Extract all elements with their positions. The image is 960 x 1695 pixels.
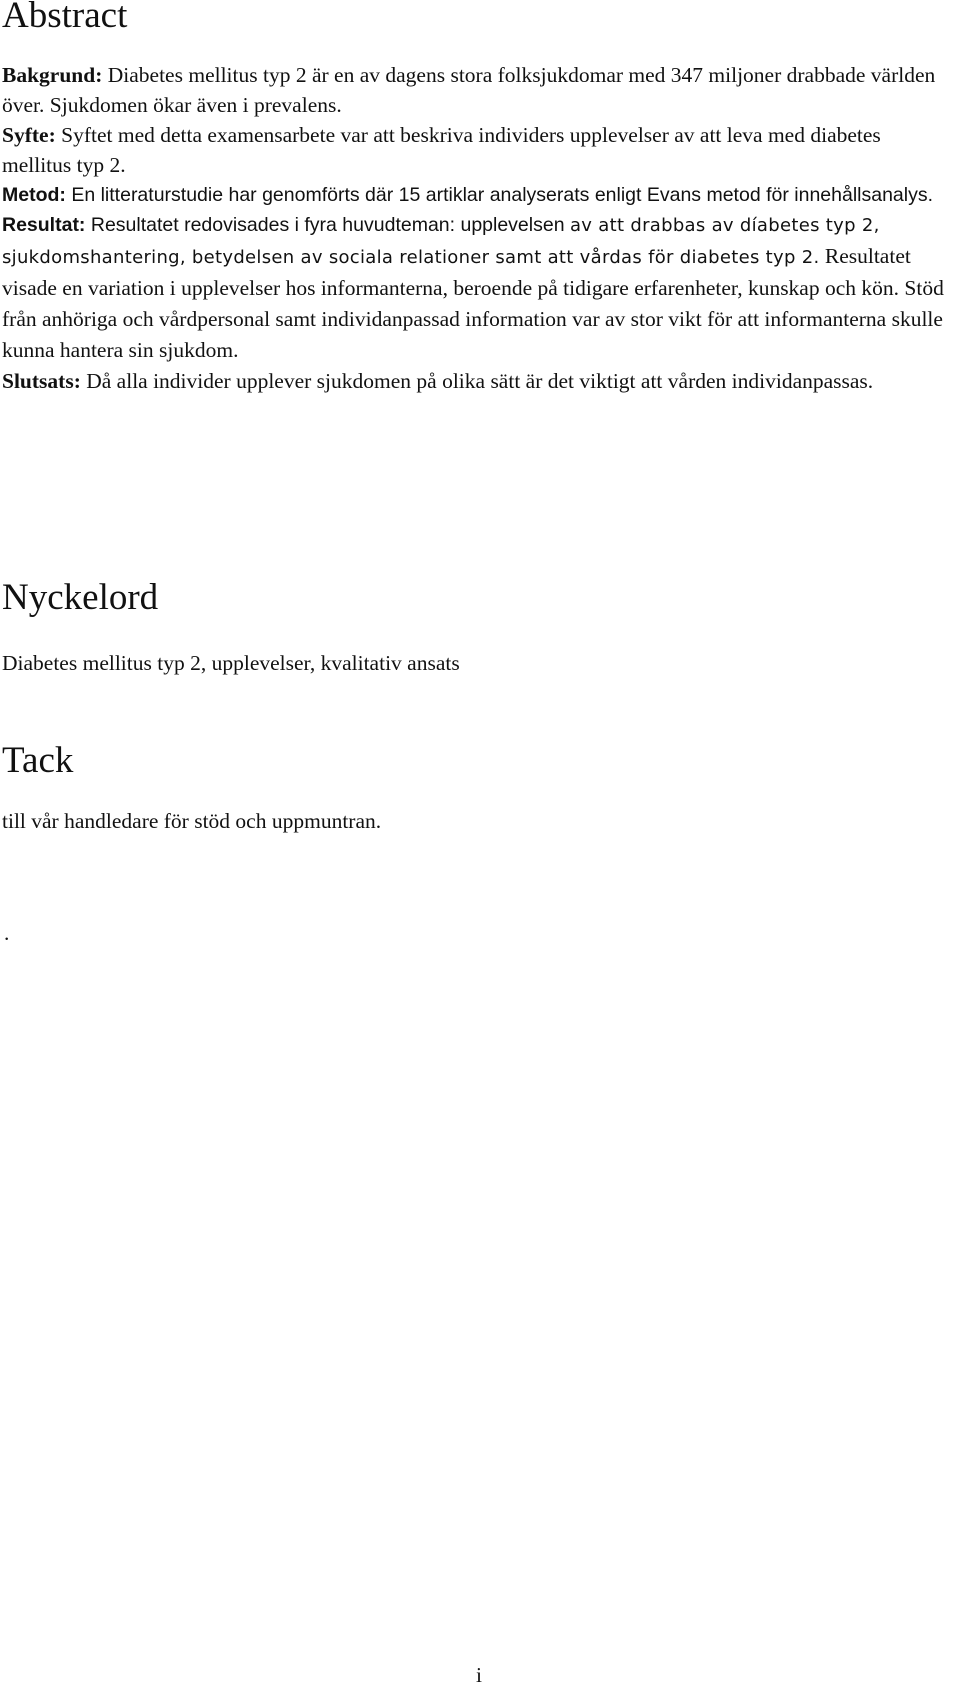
tack-heading: Tack xyxy=(2,740,74,781)
bakgrund-paragraph xyxy=(2,60,947,120)
slutsats-paragraph xyxy=(2,366,947,396)
bakgrund-text: Diabetes mellitus typ 2 är en av dagens stora folksjukdomar med 347 miljoner drabbade världen över. Sjukdomen ökar även i prevalens. xyxy=(2,63,936,117)
trailing-dot: . xyxy=(4,921,10,945)
tack-text: till vår handledare för stöd och uppmuntran. xyxy=(2,809,382,833)
abstract-body xyxy=(2,60,947,396)
metod-paragraph xyxy=(2,180,947,210)
syfte-text: Syftet med detta examensarbete var att beskriva individers upplevelser av att leva med diabetes mellitus typ 2. xyxy=(2,123,881,177)
resultat-text-part1: Resultatet redovisades i fyra huvudteman: upplevelsen xyxy=(85,214,570,236)
nyckelord-heading: Nyckelord xyxy=(2,577,159,618)
document-page xyxy=(2,0,958,1695)
page-number: i xyxy=(476,1663,482,1687)
bakgrund-label: Bakgrund: xyxy=(2,63,103,87)
nyckelord-text: Diabetes mellitus typ 2, upplevelser, kvalitativ ansats xyxy=(2,651,460,675)
metod-text: En litteraturstudie har genomförts där 15 artiklar analyserats enligt Evans metod för innehållsanalys. xyxy=(65,184,934,206)
syfte-label: Syfte: xyxy=(2,123,56,147)
slutsats-label: Slutsats: xyxy=(2,369,81,393)
resultat-text-part2: av att drabbas av díabetes typ 2, sjukdomshantering, betydelsen av sociala relationer samt att vårdas för diabetes typ 2. xyxy=(2,215,880,268)
syfte-paragraph xyxy=(2,120,947,180)
resultat-label: Resultat: xyxy=(2,214,86,236)
abstract-heading: Abstract xyxy=(2,0,128,36)
metod-label: Metod: xyxy=(2,184,66,206)
slutsats-text: Då alla individer upplever sjukdomen på olika sätt är det viktigt att vården individanpassas. xyxy=(80,369,874,393)
resultat-text-part3: Resultatet visade en variation i upplevelser hos informanterna, beroende på tidigare erfarenheter, kunskap och kön. Stöd från anhöriga och vårdpersonal samt individanpassad information var av stor vikt för att informanterna skulle kunna hantera sin sjukdom. xyxy=(2,244,944,362)
resultat-paragraph xyxy=(2,210,947,366)
